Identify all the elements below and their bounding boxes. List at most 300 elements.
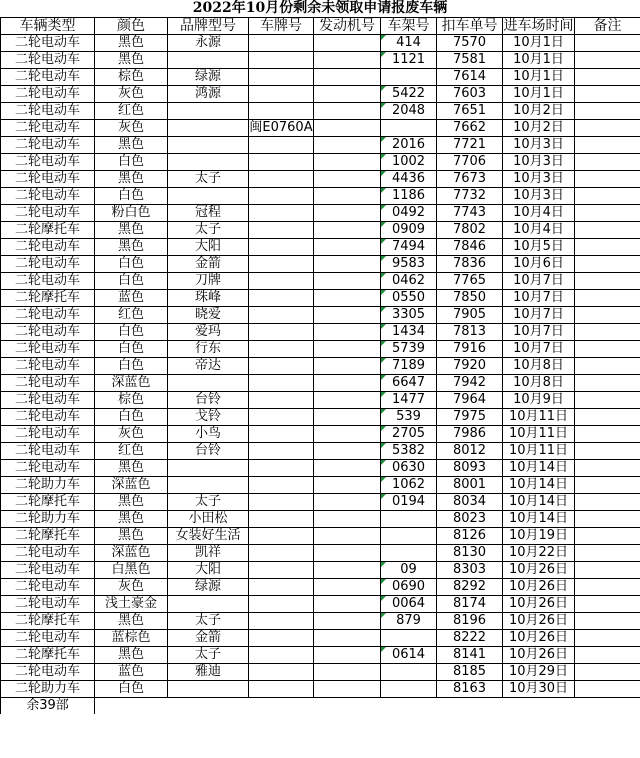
brand-model-cell[interactable] <box>168 681 249 698</box>
seizure-number-cell[interactable]: 7706 <box>437 154 503 171</box>
vehicle-type-cell[interactable]: 二轮电动车 <box>1 205 95 222</box>
color-cell[interactable]: 深蓝色 <box>95 477 168 494</box>
entry-date-cell[interactable]: 10月9日 <box>503 392 575 409</box>
entry-date-cell[interactable]: 10月7日 <box>503 273 575 290</box>
plate-number-cell[interactable] <box>249 256 314 273</box>
plate-number-cell[interactable] <box>249 647 314 664</box>
remarks-cell[interactable] <box>575 613 640 630</box>
remarks-cell[interactable] <box>575 256 640 273</box>
frame-number-cell[interactable] <box>381 545 437 562</box>
plate-number-cell[interactable] <box>249 188 314 205</box>
remarks-cell[interactable] <box>575 69 640 86</box>
brand-model-cell[interactable]: 戈铃 <box>168 409 249 426</box>
color-cell[interactable]: 白色 <box>95 409 168 426</box>
plate-number-cell[interactable] <box>249 103 314 120</box>
brand-model-cell[interactable] <box>168 460 249 477</box>
seizure-number-cell[interactable]: 8141 <box>437 647 503 664</box>
vehicle-type-cell[interactable]: 二轮电动车 <box>1 69 95 86</box>
vehicle-type-cell[interactable]: 二轮电动车 <box>1 579 95 596</box>
plate-number-cell[interactable] <box>249 409 314 426</box>
engine-number-cell[interactable] <box>314 103 381 120</box>
brand-model-cell[interactable]: 台铃 <box>168 392 249 409</box>
plate-number-cell[interactable] <box>249 613 314 630</box>
plate-number-cell[interactable] <box>249 511 314 528</box>
engine-number-cell[interactable] <box>314 120 381 137</box>
seizure-number-cell[interactable]: 7581 <box>437 52 503 69</box>
remarks-cell[interactable] <box>575 52 640 69</box>
frame-number-cell[interactable]: 1186 <box>381 188 437 205</box>
color-cell[interactable]: 黑色 <box>95 35 168 52</box>
frame-number-cell[interactable]: 0194 <box>381 494 437 511</box>
seizure-number-cell[interactable]: 8012 <box>437 443 503 460</box>
engine-number-cell[interactable] <box>314 392 381 409</box>
vehicle-type-cell[interactable]: 二轮摩托车 <box>1 647 95 664</box>
color-cell[interactable]: 黑色 <box>95 528 168 545</box>
frame-number-cell[interactable] <box>381 630 437 647</box>
remarks-cell[interactable] <box>575 460 640 477</box>
vehicle-type-cell[interactable]: 二轮电动车 <box>1 256 95 273</box>
frame-number-cell[interactable]: 2016 <box>381 137 437 154</box>
engine-number-cell[interactable] <box>314 273 381 290</box>
frame-number-cell[interactable] <box>381 120 437 137</box>
seizure-number-cell[interactable]: 8222 <box>437 630 503 647</box>
engine-number-cell[interactable] <box>314 681 381 698</box>
frame-number-cell[interactable]: 5422 <box>381 86 437 103</box>
summary-cell[interactable]: 余39部 <box>1 698 95 715</box>
vehicle-type-cell[interactable]: 二轮助力车 <box>1 681 95 698</box>
remarks-cell[interactable] <box>575 409 640 426</box>
frame-number-cell[interactable]: 0690 <box>381 579 437 596</box>
engine-number-cell[interactable] <box>314 52 381 69</box>
seizure-number-cell[interactable]: 8185 <box>437 664 503 681</box>
plate-number-cell[interactable] <box>249 307 314 324</box>
seizure-number-cell[interactable]: 7813 <box>437 324 503 341</box>
color-cell[interactable]: 白色 <box>95 154 168 171</box>
frame-number-cell[interactable]: 879 <box>381 613 437 630</box>
entry-date-cell[interactable]: 10月8日 <box>503 375 575 392</box>
seizure-number-cell[interactable]: 8292 <box>437 579 503 596</box>
frame-number-cell[interactable]: 414 <box>381 35 437 52</box>
vehicle-type-cell[interactable]: 二轮电动车 <box>1 120 95 137</box>
plate-number-cell[interactable] <box>249 494 314 511</box>
vehicle-type-cell[interactable]: 二轮助力车 <box>1 511 95 528</box>
brand-model-cell[interactable]: 凯祥 <box>168 545 249 562</box>
engine-number-cell[interactable] <box>314 69 381 86</box>
remarks-cell[interactable] <box>575 86 640 103</box>
entry-date-cell[interactable]: 10月14日 <box>503 494 575 511</box>
seizure-number-cell[interactable]: 7916 <box>437 341 503 358</box>
engine-number-cell[interactable] <box>314 188 381 205</box>
vehicle-type-cell[interactable]: 二轮摩托车 <box>1 222 95 239</box>
entry-date-cell[interactable]: 10月5日 <box>503 239 575 256</box>
brand-model-cell[interactable]: 金箭 <box>168 630 249 647</box>
vehicle-type-cell[interactable]: 二轮电动车 <box>1 188 95 205</box>
seizure-number-cell[interactable]: 7964 <box>437 392 503 409</box>
plate-number-cell[interactable] <box>249 630 314 647</box>
brand-model-cell[interactable] <box>168 103 249 120</box>
brand-model-cell[interactable] <box>168 154 249 171</box>
frame-number-cell[interactable] <box>381 528 437 545</box>
color-cell[interactable]: 棕色 <box>95 392 168 409</box>
frame-number-cell[interactable]: 1121 <box>381 52 437 69</box>
engine-number-cell[interactable] <box>314 545 381 562</box>
plate-number-cell[interactable] <box>249 290 314 307</box>
plate-number-cell[interactable] <box>249 69 314 86</box>
remarks-cell[interactable] <box>575 324 640 341</box>
brand-model-cell[interactable]: 爱玛 <box>168 324 249 341</box>
vehicle-type-cell[interactable]: 二轮电动车 <box>1 375 95 392</box>
plate-number-cell[interactable] <box>249 579 314 596</box>
color-cell[interactable]: 红色 <box>95 307 168 324</box>
brand-model-cell[interactable]: 鸿源 <box>168 86 249 103</box>
engine-number-cell[interactable] <box>314 579 381 596</box>
entry-date-cell[interactable]: 10月3日 <box>503 137 575 154</box>
seizure-number-cell[interactable]: 8163 <box>437 681 503 698</box>
engine-number-cell[interactable] <box>314 511 381 528</box>
entry-date-cell[interactable]: 10月26日 <box>503 596 575 613</box>
vehicle-type-cell[interactable]: 二轮电动车 <box>1 154 95 171</box>
seizure-number-cell[interactable]: 7721 <box>437 137 503 154</box>
frame-number-cell[interactable]: 2705 <box>381 426 437 443</box>
color-cell[interactable]: 黑色 <box>95 511 168 528</box>
remarks-cell[interactable] <box>575 392 640 409</box>
plate-number-cell[interactable] <box>249 562 314 579</box>
remarks-cell[interactable] <box>575 341 640 358</box>
frame-number-cell[interactable]: 1434 <box>381 324 437 341</box>
brand-model-cell[interactable] <box>168 375 249 392</box>
engine-number-cell[interactable] <box>314 477 381 494</box>
remarks-cell[interactable] <box>575 239 640 256</box>
vehicle-type-cell[interactable]: 二轮摩托车 <box>1 613 95 630</box>
frame-number-cell[interactable]: 5382 <box>381 443 437 460</box>
seizure-number-cell[interactable]: 8093 <box>437 460 503 477</box>
color-cell[interactable]: 白色 <box>95 681 168 698</box>
vehicle-type-cell[interactable]: 二轮电动车 <box>1 324 95 341</box>
color-cell[interactable]: 白黑色 <box>95 562 168 579</box>
engine-number-cell[interactable] <box>314 596 381 613</box>
vehicle-type-cell[interactable]: 二轮电动车 <box>1 443 95 460</box>
plate-number-cell[interactable] <box>249 324 314 341</box>
entry-date-cell[interactable]: 10月7日 <box>503 324 575 341</box>
entry-date-cell[interactable]: 10月7日 <box>503 341 575 358</box>
seizure-number-cell[interactable]: 7732 <box>437 188 503 205</box>
engine-number-cell[interactable] <box>314 426 381 443</box>
color-cell[interactable]: 黑色 <box>95 222 168 239</box>
entry-date-cell[interactable]: 10月7日 <box>503 307 575 324</box>
brand-model-cell[interactable]: 女装好生活 <box>168 528 249 545</box>
vehicle-type-cell[interactable]: 二轮电动车 <box>1 273 95 290</box>
seizure-number-cell[interactable]: 7765 <box>437 273 503 290</box>
frame-number-cell[interactable]: 09 <box>381 562 437 579</box>
color-cell[interactable]: 蓝色 <box>95 664 168 681</box>
brand-model-cell[interactable]: 太子 <box>168 613 249 630</box>
engine-number-cell[interactable] <box>314 358 381 375</box>
engine-number-cell[interactable] <box>314 239 381 256</box>
header-color[interactable]: 颜色 <box>95 18 168 35</box>
header-entry-date[interactable]: 进车场时间 <box>503 18 574 34</box>
color-cell[interactable]: 粉白色 <box>95 205 168 222</box>
seizure-number-cell[interactable]: 8126 <box>437 528 503 545</box>
frame-number-cell[interactable]: 0614 <box>381 647 437 664</box>
color-cell[interactable]: 棕色 <box>95 69 168 86</box>
seizure-number-cell[interactable]: 7673 <box>437 171 503 188</box>
plate-number-cell[interactable] <box>249 460 314 477</box>
color-cell[interactable]: 黑色 <box>95 137 168 154</box>
brand-model-cell[interactable]: 行东 <box>168 341 249 358</box>
seizure-number-cell[interactable]: 8001 <box>437 477 503 494</box>
brand-model-cell[interactable] <box>168 188 249 205</box>
entry-date-cell[interactable]: 10月1日 <box>503 69 575 86</box>
vehicle-type-cell[interactable]: 二轮电动车 <box>1 239 95 256</box>
frame-number-cell[interactable] <box>381 511 437 528</box>
plate-number-cell[interactable] <box>249 375 314 392</box>
brand-model-cell[interactable]: 台铃 <box>168 443 249 460</box>
frame-number-cell[interactable]: 0492 <box>381 205 437 222</box>
plate-number-cell[interactable]: 闽E0760A <box>249 120 313 135</box>
plate-number-cell[interactable] <box>249 545 314 562</box>
seizure-number-cell[interactable]: 7662 <box>437 120 503 137</box>
plate-number-cell[interactable] <box>249 171 314 188</box>
vehicle-type-cell[interactable]: 二轮电动车 <box>1 35 95 52</box>
entry-date-cell[interactable]: 10月22日 <box>503 545 575 562</box>
remarks-cell[interactable] <box>575 596 640 613</box>
vehicle-type-cell[interactable]: 二轮电动车 <box>1 52 95 69</box>
color-cell[interactable]: 黑色 <box>95 613 168 630</box>
header-brand-model[interactable]: 品牌型号 <box>168 18 249 35</box>
color-cell[interactable]: 浅土豪金 <box>95 596 168 613</box>
brand-model-cell[interactable]: 太子 <box>168 171 249 188</box>
seizure-number-cell[interactable]: 8034 <box>437 494 503 511</box>
brand-model-cell[interactable]: 小鸟 <box>168 426 249 443</box>
frame-number-cell[interactable]: 5739 <box>381 341 437 358</box>
brand-model-cell[interactable]: 珠峰 <box>168 290 249 307</box>
frame-number-cell[interactable]: 0064 <box>381 596 437 613</box>
entry-date-cell[interactable]: 10月1日 <box>503 86 575 103</box>
vehicle-type-cell[interactable]: 二轮电动车 <box>1 596 95 613</box>
plate-number-cell[interactable] <box>249 137 314 154</box>
seizure-number-cell[interactable]: 8174 <box>437 596 503 613</box>
plate-number-cell[interactable] <box>249 154 314 171</box>
remarks-cell[interactable] <box>575 290 640 307</box>
color-cell[interactable]: 黑色 <box>95 647 168 664</box>
plate-number-cell[interactable] <box>249 341 314 358</box>
brand-model-cell[interactable]: 太子 <box>168 222 249 239</box>
frame-number-cell[interactable]: 0630 <box>381 460 437 477</box>
frame-number-cell[interactable]: 1002 <box>381 154 437 171</box>
vehicle-type-cell[interactable]: 二轮电动车 <box>1 358 95 375</box>
brand-model-cell[interactable]: 大阳 <box>168 562 249 579</box>
brand-model-cell[interactable]: 太子 <box>168 647 249 664</box>
seizure-number-cell[interactable]: 7850 <box>437 290 503 307</box>
entry-date-cell[interactable]: 10月11日 <box>503 443 575 460</box>
seizure-number-cell[interactable]: 7743 <box>437 205 503 222</box>
seizure-number-cell[interactable]: 7802 <box>437 222 503 239</box>
entry-date-cell[interactable]: 10月1日 <box>503 52 575 69</box>
brand-model-cell[interactable]: 帝达 <box>168 358 249 375</box>
engine-number-cell[interactable] <box>314 664 381 681</box>
entry-date-cell[interactable]: 10月1日 <box>503 35 575 52</box>
remarks-cell[interactable] <box>575 681 640 698</box>
remarks-cell[interactable] <box>575 426 640 443</box>
entry-date-cell[interactable]: 10月2日 <box>503 103 575 120</box>
brand-model-cell[interactable] <box>168 596 249 613</box>
engine-number-cell[interactable] <box>314 630 381 647</box>
vehicle-type-cell[interactable]: 二轮电动车 <box>1 307 95 324</box>
color-cell[interactable]: 黑色 <box>95 239 168 256</box>
color-cell[interactable]: 红色 <box>95 103 168 120</box>
header-seizure-number[interactable]: 扣车单号 <box>437 18 503 35</box>
frame-number-cell[interactable]: 6647 <box>381 375 437 392</box>
plate-number-cell[interactable] <box>249 358 314 375</box>
color-cell[interactable]: 深蓝色 <box>95 545 168 562</box>
engine-number-cell[interactable] <box>314 86 381 103</box>
remarks-cell[interactable] <box>575 579 640 596</box>
remarks-cell[interactable] <box>575 35 640 52</box>
frame-number-cell[interactable] <box>381 681 437 698</box>
color-cell[interactable]: 黑色 <box>95 460 168 477</box>
seizure-number-cell[interactable]: 7846 <box>437 239 503 256</box>
remarks-cell[interactable] <box>575 307 640 324</box>
remarks-cell[interactable] <box>575 545 640 562</box>
brand-model-cell[interactable]: 小田松 <box>168 511 249 528</box>
seizure-number-cell[interactable]: 7614 <box>437 69 503 86</box>
vehicle-type-cell[interactable]: 二轮电动车 <box>1 86 95 103</box>
seizure-number-cell[interactable]: 7651 <box>437 103 503 120</box>
color-cell[interactable]: 白色 <box>95 324 168 341</box>
plate-number-cell[interactable] <box>249 443 314 460</box>
vehicle-type-cell[interactable]: 二轮电动车 <box>1 664 95 681</box>
frame-number-cell[interactable]: 1477 <box>381 392 437 409</box>
color-cell[interactable]: 白色 <box>95 256 168 273</box>
brand-model-cell[interactable]: 晓爱 <box>168 307 249 324</box>
seizure-number-cell[interactable]: 7975 <box>437 409 503 426</box>
plate-number-cell[interactable] <box>249 86 314 103</box>
entry-date-cell[interactable]: 10月14日 <box>503 477 575 494</box>
engine-number-cell[interactable] <box>314 443 381 460</box>
entry-date-cell[interactable]: 10月26日 <box>503 562 575 579</box>
remarks-cell[interactable] <box>575 630 640 647</box>
vehicle-type-cell[interactable]: 二轮电动车 <box>1 630 95 647</box>
engine-number-cell[interactable] <box>314 613 381 630</box>
color-cell[interactable]: 蓝棕色 <box>95 630 168 647</box>
frame-number-cell[interactable]: 1062 <box>381 477 437 494</box>
remarks-cell[interactable] <box>575 375 640 392</box>
remarks-cell[interactable] <box>575 222 640 239</box>
color-cell[interactable]: 白色 <box>95 273 168 290</box>
vehicle-type-cell[interactable]: 二轮摩托车 <box>1 290 95 307</box>
seizure-number-cell[interactable]: 8196 <box>437 613 503 630</box>
frame-number-cell[interactable]: 7494 <box>381 239 437 256</box>
color-cell[interactable]: 灰色 <box>95 579 168 596</box>
seizure-number-cell[interactable]: 7920 <box>437 358 503 375</box>
entry-date-cell[interactable]: 10月14日 <box>503 460 575 477</box>
plate-number-cell[interactable] <box>249 528 314 545</box>
plate-number-cell[interactable] <box>249 35 314 52</box>
engine-number-cell[interactable] <box>314 562 381 579</box>
entry-date-cell[interactable]: 10月2日 <box>503 120 575 137</box>
remarks-cell[interactable] <box>575 137 640 154</box>
frame-number-cell[interactable] <box>381 69 437 86</box>
color-cell[interactable]: 白色 <box>95 341 168 358</box>
vehicle-type-cell[interactable]: 二轮电动车 <box>1 137 95 154</box>
engine-number-cell[interactable] <box>314 647 381 664</box>
brand-model-cell[interactable]: 冠程 <box>168 205 249 222</box>
brand-model-cell[interactable] <box>168 137 249 154</box>
remarks-cell[interactable] <box>575 494 640 511</box>
brand-model-cell[interactable] <box>168 120 249 137</box>
brand-model-cell[interactable]: 绿源 <box>168 69 249 86</box>
brand-model-cell[interactable]: 绿源 <box>168 579 249 596</box>
plate-number-cell[interactable] <box>249 392 314 409</box>
vehicle-type-cell[interactable]: 二轮电动车 <box>1 562 95 579</box>
engine-number-cell[interactable] <box>314 137 381 154</box>
color-cell[interactable]: 白色 <box>95 188 168 205</box>
remarks-cell[interactable] <box>575 358 640 375</box>
engine-number-cell[interactable] <box>314 222 381 239</box>
entry-date-cell[interactable]: 10月19日 <box>503 528 575 545</box>
seizure-number-cell[interactable]: 8303 <box>437 562 503 579</box>
header-engine-number[interactable]: 发动机号 <box>314 18 381 35</box>
vehicle-type-cell[interactable]: 二轮助力车 <box>1 477 95 494</box>
frame-number-cell[interactable]: 2048 <box>381 103 437 120</box>
seizure-number-cell[interactable]: 8130 <box>437 545 503 562</box>
header-vehicle-type[interactable]: 车辆类型 <box>1 18 95 35</box>
vehicle-type-cell[interactable]: 二轮电动车 <box>1 545 95 562</box>
frame-number-cell[interactable]: 0462 <box>381 273 437 290</box>
engine-number-cell[interactable] <box>314 307 381 324</box>
color-cell[interactable]: 黑色 <box>95 494 168 511</box>
header-frame-number[interactable]: 车架号 <box>381 18 437 35</box>
remarks-cell[interactable] <box>575 171 640 188</box>
vehicle-type-cell[interactable]: 二轮电动车 <box>1 426 95 443</box>
frame-number-cell[interactable]: 7189 <box>381 358 437 375</box>
engine-number-cell[interactable] <box>314 409 381 426</box>
color-cell[interactable]: 红色 <box>95 443 168 460</box>
plate-number-cell[interactable] <box>249 664 314 681</box>
entry-date-cell[interactable]: 10月8日 <box>503 358 575 375</box>
brand-model-cell[interactable]: 金箭 <box>168 256 249 273</box>
engine-number-cell[interactable] <box>314 171 381 188</box>
entry-date-cell[interactable]: 10月4日 <box>503 205 575 222</box>
engine-number-cell[interactable] <box>314 324 381 341</box>
color-cell[interactable]: 灰色 <box>95 86 168 103</box>
engine-number-cell[interactable] <box>314 460 381 477</box>
remarks-cell[interactable] <box>575 188 640 205</box>
engine-number-cell[interactable] <box>314 528 381 545</box>
brand-model-cell[interactable]: 刀牌 <box>168 273 249 290</box>
entry-date-cell[interactable]: 10月29日 <box>503 664 575 681</box>
entry-date-cell[interactable]: 10月11日 <box>503 409 575 426</box>
frame-number-cell[interactable]: 539 <box>381 409 437 426</box>
brand-model-cell[interactable]: 太子 <box>168 494 249 511</box>
brand-model-cell[interactable]: 雅迪 <box>168 664 249 681</box>
header-remarks[interactable]: 备注 <box>575 18 640 35</box>
seizure-number-cell[interactable]: 7603 <box>437 86 503 103</box>
vehicle-type-cell[interactable]: 二轮电动车 <box>1 341 95 358</box>
plate-number-cell[interactable] <box>249 205 314 222</box>
frame-number-cell[interactable]: 9583 <box>381 256 437 273</box>
engine-number-cell[interactable] <box>314 290 381 307</box>
seizure-number-cell[interactable]: 7942 <box>437 375 503 392</box>
vehicle-type-cell[interactable]: 二轮电动车 <box>1 460 95 477</box>
entry-date-cell[interactable]: 10月4日 <box>503 222 575 239</box>
brand-model-cell[interactable] <box>168 477 249 494</box>
remarks-cell[interactable] <box>575 664 640 681</box>
brand-model-cell[interactable]: 永源 <box>168 35 249 52</box>
engine-number-cell[interactable] <box>314 341 381 358</box>
brand-model-cell[interactable]: 大阳 <box>168 239 249 256</box>
seizure-number-cell[interactable]: 7905 <box>437 307 503 324</box>
